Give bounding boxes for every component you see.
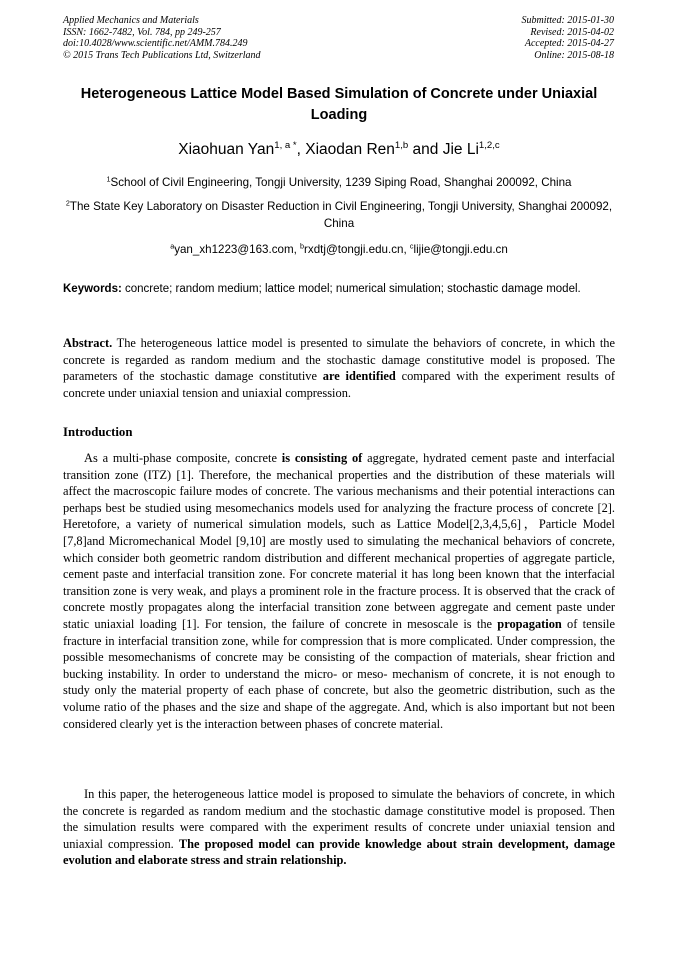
email-address[interactable]: yan_xh1223@163.com,: [174, 243, 301, 256]
submitted-date: Submitted: 2015-01-30: [521, 15, 614, 26]
keywords: [63, 281, 615, 298]
email-superscript: c: [409, 241, 414, 251]
paper-title: Heterogeneous Lattice Model Based Simulation of Concrete under Uniaxial Loading: [80, 86, 598, 123]
abstract-text: compared with the experiment results of concrete under uniaxial tension and uniaxial compression.: [63, 369, 615, 400]
date-info: [522, 15, 615, 61]
author-name: Xiaohuan Yan: [178, 141, 275, 158]
issn: ISSN: 1662-7482, Vol. 784, pp 249-257: [63, 26, 221, 38]
affiliation-1: [60, 174, 618, 191]
affiliation-superscript: 2: [65, 198, 70, 208]
journal-name: Applied Mechanics and Materials: [63, 15, 199, 26]
affiliation-text: School of Civil Engineering, Tongji University, 1239 Siping Road, Shanghai 200092, China: [110, 176, 572, 189]
online-date: Online: 2015-08-18: [534, 49, 614, 61]
intro-paragraph-1: [63, 450, 615, 732]
author-name: Xiaodan Ren: [305, 141, 395, 158]
journal-info: [63, 15, 261, 61]
keywords-label: Keywords:: [63, 283, 122, 295]
revised-date: Revised: 2015-04-02: [530, 26, 614, 38]
paragraph-emphasis: is consisting of: [281, 451, 363, 465]
affiliation-2: [60, 198, 618, 232]
keywords-text: concrete; random medium; lattice model; numerical simulation; stochastic damage model.: [121, 283, 581, 295]
paragraph-emphasis: The proposed model can provide knowledge about strain development, damage evolution and elaborate stress and strain relationship.: [63, 836, 615, 868]
author-separator: ,: [296, 141, 306, 158]
author-superscript: 1,2,c: [478, 139, 500, 151]
section-heading-introduction: Introduction: [63, 425, 133, 439]
email-superscript: b: [300, 241, 305, 251]
email-address[interactable]: rxdtj@tongji.edu.cn,: [304, 243, 410, 256]
email-line: [60, 241, 618, 258]
paragraph-emphasis: propagation: [497, 616, 562, 631]
affiliation-text: The State Key Laboratory on Disaster Reduction in Civil Engineering, Tongji University, Shanghai 200092, China: [69, 200, 613, 230]
accepted-date: Accepted: 2015-04-27: [524, 38, 614, 49]
author-superscript: 1,b: [394, 139, 409, 151]
paragraph-text: As a multi-phase composite, concrete: [84, 451, 282, 465]
intro-paragraph-2: [63, 786, 615, 869]
paragraph-text: of tensile fracture in interfacial transition zone, while for compression that is more complicated. Under compression, the possible mesomechanisms of concrete may be consisting of the compaction of materials, shear friction and bucking instability. In order to understand the micro- or meso- mechanism of concrete, it is not enough to study only the material property of each phase of concrete, but also the geometric distribution, such as the volume ratio of the phases and the size and shape of the aggregate. And, which is also important but not been considered clearly yet is the interaction between phases of concrete material.: [63, 616, 615, 731]
author-name: Jie Li: [442, 141, 479, 158]
copyright: © 2015 Trans Tech Publications Ltd, Switzerland: [63, 49, 261, 61]
abstract: [63, 335, 615, 401]
email-address[interactable]: lijie@tongji.edu.cn: [413, 243, 508, 256]
author-list: [40, 140, 638, 160]
doi: doi:10.4028/www.scientific.net/AMM.784.249: [63, 38, 248, 49]
abstract-text: The heterogeneous lattice model is presented to simulate the behaviors of concrete, in which the concrete is regarded as random medium and the stochastic damage constitutive model is proposed. The parameters of the stochastic damage constitutive: [63, 336, 615, 384]
paragraph-text: aggregate, hydrated cement paste and interfacial transition zone (ITZ) [1]. Therefore, the mechanical properties and the distribution of these materials will affect the macroscopic failure modes of concrete. The various mechanisms and their potential interactions can perhaps best be studied using mesomechanics models used for analyzing the fracture process of concrete [2]. Heretofore, a variety of numerical simulation models, such as Lattice Model[2,3,4,5,6]，Particle Model [7,8]and Micromechanical Model [9,10] are mostly used to simulating the mechanical behaviors of concrete, which consider both geometric random distribution and different mechanical properties of aggregate particle, cement paste and interfacial transition zone. For concrete material it has long been known that the interfacial transition zone is very weak, and plays a prominent role in the fracture process. It is observed that the crack of concrete mostly propagates along the interfacial transition zone between aggregate and cement paste under static uniaxial loading [1]. For tension, the failure of concrete in mesoscale is the: [63, 451, 615, 631]
abstract-emphasis: are identified: [322, 369, 396, 384]
author-superscript: 1, a *: [274, 139, 297, 151]
affiliation-superscript: 1: [106, 174, 111, 184]
email-superscript: a: [170, 241, 175, 251]
author-separator: and: [408, 141, 443, 158]
abstract-label: Abstract.: [63, 336, 113, 350]
paragraph-text: In this paper, the heterogeneous lattice model is proposed to simulate the behaviors of concrete, in which the concrete is regarded as random medium and the stochastic damage constitutive model is proposed. Then the simulation results were compared with the experiment results of concrete under uniaxial tension and uniaxial compression.: [63, 787, 615, 851]
